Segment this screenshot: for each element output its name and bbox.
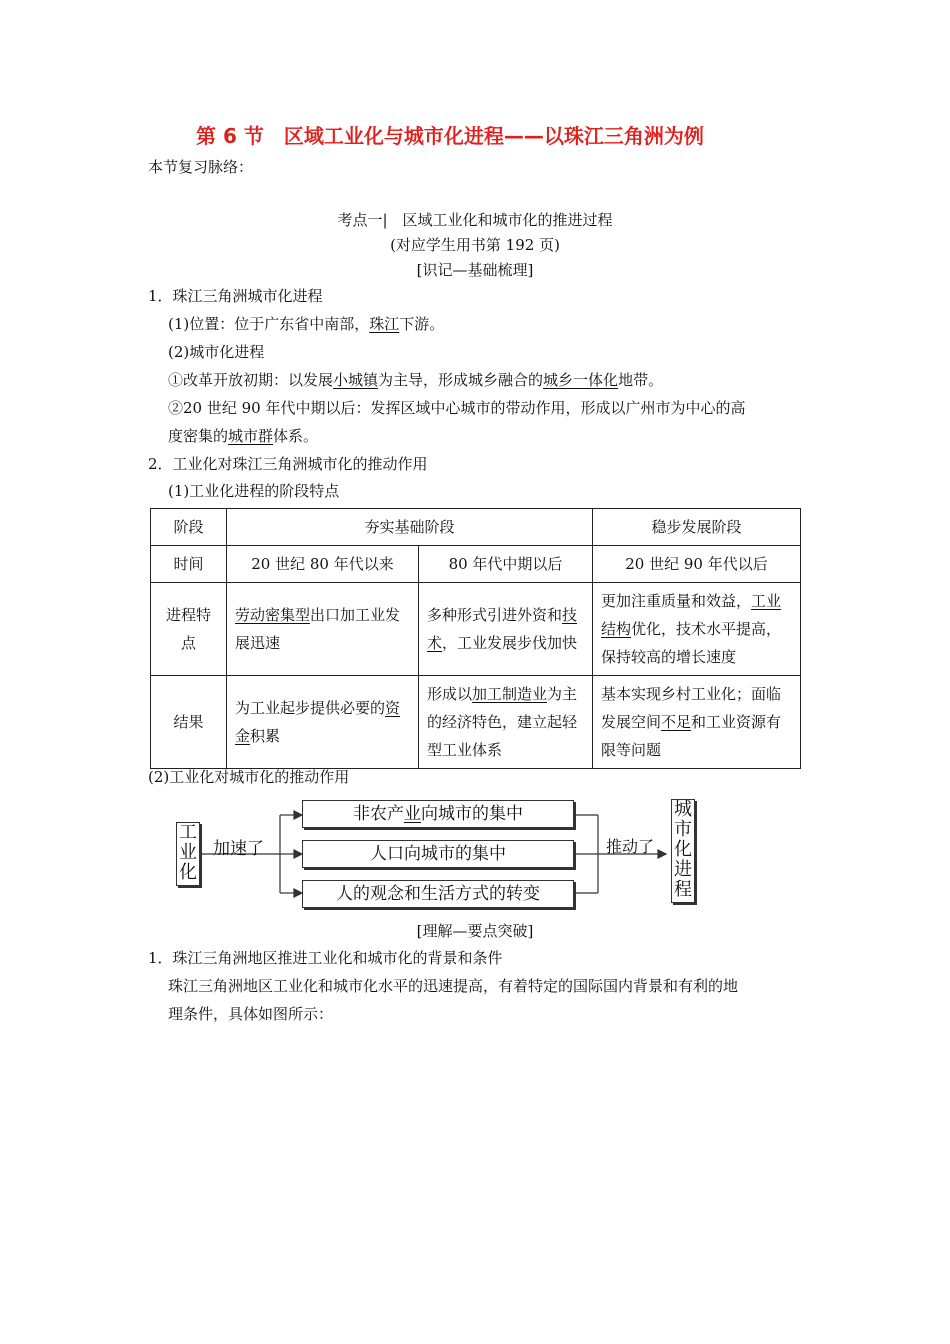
header-stage1: 夯实基础阶段 (227, 509, 593, 546)
s3-heading: 1．珠江三角洲地区推进工业化和城市化的背景和条件 (148, 949, 503, 967)
s1-process-heading: (2)城市化进程 (168, 343, 265, 361)
feature-3: 更加注重质量和效益，工业结构优化，技术水平提高，保持较高的增长速度 (593, 583, 801, 676)
s1-early-period: ①改革开放初期：以发展小城镇为主导，形成城乡融合的城乡一体化地带。 (168, 371, 664, 389)
result-2: 形成以加工制造业为主的经济特色，建立起轻型工业体系 (419, 676, 593, 769)
push-label: 推动了 (606, 837, 655, 856)
blank-urban-rural: 城乡一体化 (543, 371, 619, 389)
s3-para-2: 理条件，具体如图所示： (168, 1005, 334, 1023)
header-stage: 阶段 (151, 509, 227, 546)
time-2: 80 年代中期以后 (419, 546, 593, 583)
table-row (151, 676, 801, 769)
urbanization-box: 城市化进程 (671, 799, 695, 903)
s1-nineties-cont: 度密集的城市群体系。 (168, 427, 319, 445)
header-time: 时间 (151, 546, 227, 583)
intro-text: 本节复习脉络： (148, 158, 254, 176)
tag-memory: [识记—基础梳理] (416, 261, 534, 279)
header-result: 结果 (151, 676, 227, 769)
s2-heading: 2．工业化对珠江三角洲城市化的推动作用 (148, 455, 428, 473)
stages-table (150, 508, 801, 769)
page-title: 第 6 节 区域工业化与城市化进程——以珠江三角洲为例 (196, 124, 704, 148)
blank-city-cluster: 城市群 (228, 427, 274, 445)
flow-item-lifestyle: 人的观念和生活方式的转变 (302, 880, 574, 908)
time-3: 20 世纪 90 年代以后 (593, 546, 801, 583)
result-3: 基本实现乡村工业化；面临发展空间不足和工业资源有限等问题 (593, 676, 801, 769)
s3-para-1: 珠江三角洲地区工业化和城市化水平的迅速提高，有着特定的国际国内背景和有利的地 (168, 977, 739, 995)
s1-nineties: ②20 世纪 90 年代中期以后：发挥区域中心城市的带动作用，形成以广州市为中心的高 (168, 399, 746, 417)
kaodian-heading: 考点一| 区域工业化和城市化的推进过程 (337, 211, 613, 229)
kaodian-ref: (对应学生用书第 192 页) (390, 236, 560, 254)
industrialization-box: 工业化 (176, 822, 200, 886)
flow-item-nonagri: 非农产业向城市的集中 (302, 800, 574, 828)
s2-sub1: (1)工业化进程的阶段特点 (168, 482, 340, 500)
time-1: 20 世纪 80 年代以来 (227, 546, 419, 583)
table-row (151, 546, 801, 583)
header-feature: 进程特点 (151, 583, 227, 676)
feature-1: 劳动密集型出口加工业发展迅速 (227, 583, 419, 676)
table-row (151, 583, 801, 676)
s2-sub2: (2)工业化对城市化的推动作用 (148, 768, 350, 786)
feature-2: 多种形式引进外资和技术，工业发展步伐加快 (419, 583, 593, 676)
s1-location: (1)位置：位于广东省中南部，珠江下游。 (168, 315, 445, 333)
result-1: 为工业起步提供必要的资金积累 (227, 676, 419, 769)
s1-heading: 1．珠江三角洲城市化进程 (148, 287, 323, 305)
flow-item-population: 人口向城市的集中 (302, 840, 574, 868)
blank-zhujiang: 珠江 (369, 315, 400, 333)
tag-understand: [理解—要点突破] (416, 922, 534, 940)
blank-small-towns: 小城镇 (333, 371, 379, 389)
accelerate-label: 加速了 (213, 839, 264, 859)
header-stage2: 稳步发展阶段 (593, 509, 801, 546)
table-row (151, 509, 801, 546)
